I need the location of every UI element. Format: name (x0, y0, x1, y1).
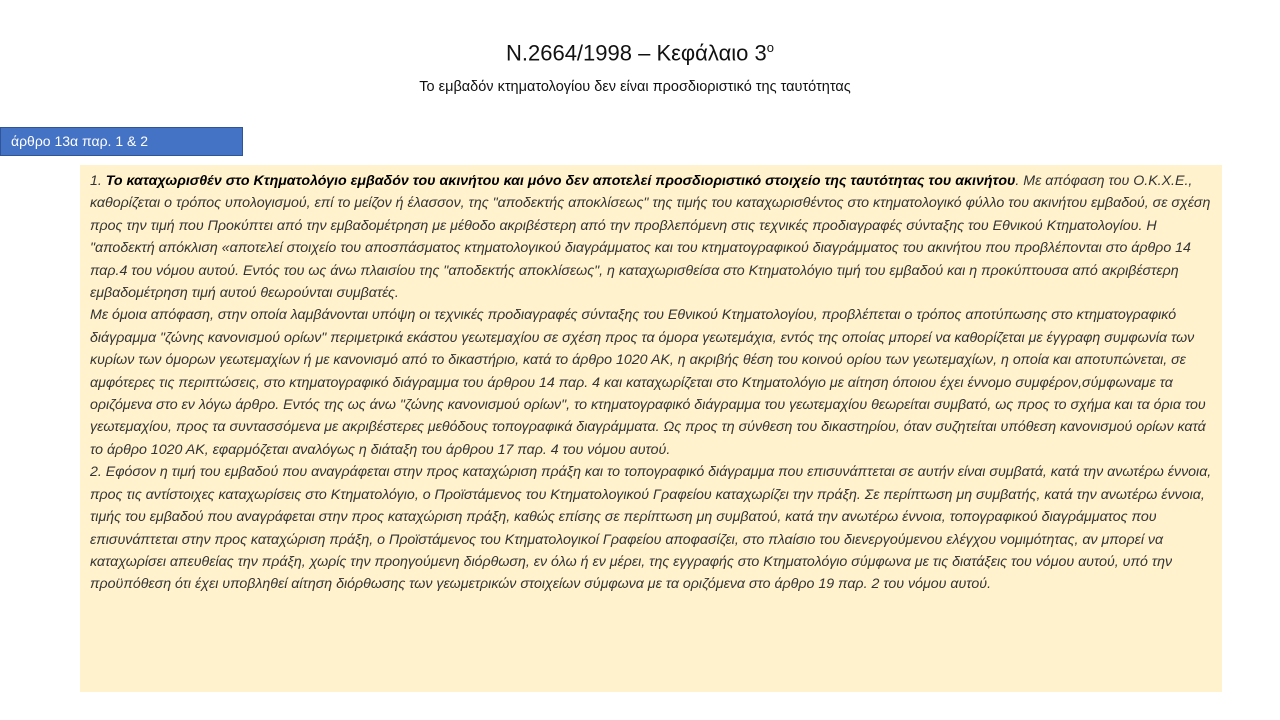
paragraph-1-rest: . Με απόφαση του Ο.Κ.Χ.Ε., καθορίζεται ο τρόπος υπολογισμού, επί το μείζον ή έλασσον, της "αποδεκτής αποκλίσεως" της τιμής του καταχωρισθέντος στο κτηματολογικό φύλλο του ακινήτου εμβαδού, σε σχέση προς την τιμή που Προκύπτει από την εμβαδομέτρηση με μέθοδο ακριβέστερη από την προβλεπόμενη στις τεχνικές προδιαγραφές σύνταξης του Εθνικού Κτηματολογίου. Η "αποδεκτή απόκλιση «αποτελεί στοιχείο του αποσπάσματος κτηματολογικού διαγράμματος και του κτηματογραφικού διαγράμματος του ακινήτου που προβλέπονται στο άρθρο 14 παρ.4 του νόμου αυτού. Εντός του ως άνω πλαισίου της "αποδεκτής αποκλίσεως", η καταχωρισθείσα στο Κτηματολόγιο τιμή του εμβαδού και η προκύπτουσα από ακριβέστερη εμβαδομέτρηση τιμή αυτού θεωρούνται συμβατές. (90, 173, 1211, 302)
paragraph-1-number: 1. (90, 173, 106, 189)
article-tag: άρθρο 13α παρ. 1 & 2 (0, 127, 243, 156)
slide-title-text: Ν.2664/1998 – Κεφάλαιο 3 (505, 40, 767, 66)
slide-title-superscript: ο (766, 40, 774, 55)
paragraph-1 (90, 170, 1214, 304)
paragraph-3: 2. Εφόσον η τιμή του εμβαδού που αναγράφεται στην προς καταχώριση πράξη και το τοπογραφικό διάγραμμα που επισυνάπτεται σε αυτήν είναι συμβατά, κατά την ανωτέρω έννοια, προς τις αντίστοιχες καταχωρίσεις στο Κτηματολόγιο, ο Προϊστάμενος του Κτηματολογικού Γραφείου καταχωρίζει την πράξη. Σε περίπτωση μη συμβατής, κατά την ανωτέρω έννοια, τιμής του εμβαδού που αναγράφεται στην προς καταχώριση πράξη, καθώς επίσης σε περίπτωση μη συμβατού, κατά την ανωτέρω έννοια, τοπογραφικού διαγράμματος που επισυνάπτεται στην προς καταχώριση πράξη, ο Προϊστάμενος του Κτηματολογικοί Γραφείου αποφασίζει, στο πλαίσιο του διενεργούμενου ελέγχου νομιμότητας, αν μπορεί να καταχωρίσει απευθείας την πράξη, χωρίς την προηγούμενη διόρθωση, εν όλω ή εν μέρει, της εγγραφής στο Κτηματολόγιο σύμφωνα με τις διατάξεις του νόμου αυτού, υπό την προϋπόθεση ότι έχει υποβληθεί αίτηση διόρθωσης των γεωμετρικών στοιχείων σύμφωνα με τα οριζόμενα στο άρθρο 19 παρ. 2 του νόμου αυτού. (90, 464, 1212, 593)
slide-subtitle: Το εμβαδόν κτηματολογίου δεν είναι προσδιοριστικό της ταυτότητας (419, 79, 851, 95)
slide-title (0, 40, 1280, 66)
paragraph-2: Με όμοια απόφαση, στην οποία λαμβάνονται υπόψη οι τεχνικές προδιαγραφές σύνταξης του Εθνικού Κτηματολογίου, προβλέπεται ο τρόπος αποτύπωσης στο κτηματογραφικό διάγραμμα "ζώνης κανονισμού ορίων" περιμετρικά εκάστου γεωτεμαχίου σε σχέση προς τα όμορα γεωτεμάχια, εντός της οποίας μπορεί να καθορίζεται με έγγραφη συμφωνία των κυρίων των όμορων γεωτεμαχίων ή με κανονισμό από το δικαστήριο, κατά το άρθρο 1020 ΑΚ, η ακριβής θέση του κοινού ορίου των γεωτεμαχίων, η οποία και αποτυπώνεται, σε αμφότερες τις περιπτώσεις, στο κτηματογραφικό διάγραμμα του άρθρου 14 παρ. 4 και καταχωρίζεται στο Κτηματολόγιο με αίτηση όποιου έχει έννομο συμφέρον,σύμφωναμε τα οριζόμενα στο εν λόγω άρθρο. Εντός της ως άνω "ζώνης κανονισμού ορίων", το κτηματογραφικό διάγραμμα του γεωτεμαχίου θεωρείται συμβατό, ως προς το σχήμα και τα όρια του γεωτεμαχίου, προς τα συντασσόμενα με ακριβέστερες μεθόδους τοπογραφικά διαγράμματα. Ως προς τη σύνθεση του δικαστηρίου, όταν συζητείται υπόθεση κανονισμού ορίων κατά το άρθρο 1020 ΑΚ, εφαρμόζεται αναλόγως η διάταξη του άρθρου 17 παρ. 4 του νόμου αυτού. (90, 307, 1206, 458)
law-text-box (80, 165, 1222, 692)
paragraph-1-lead: Το καταχωρισθέν στο Κτηματολόγιο εμβαδόν του ακινήτου και μόνο δεν αποτελεί προσδιοριστικό στοιχείο της ταυτότητας του ακινήτου (105, 173, 1016, 189)
